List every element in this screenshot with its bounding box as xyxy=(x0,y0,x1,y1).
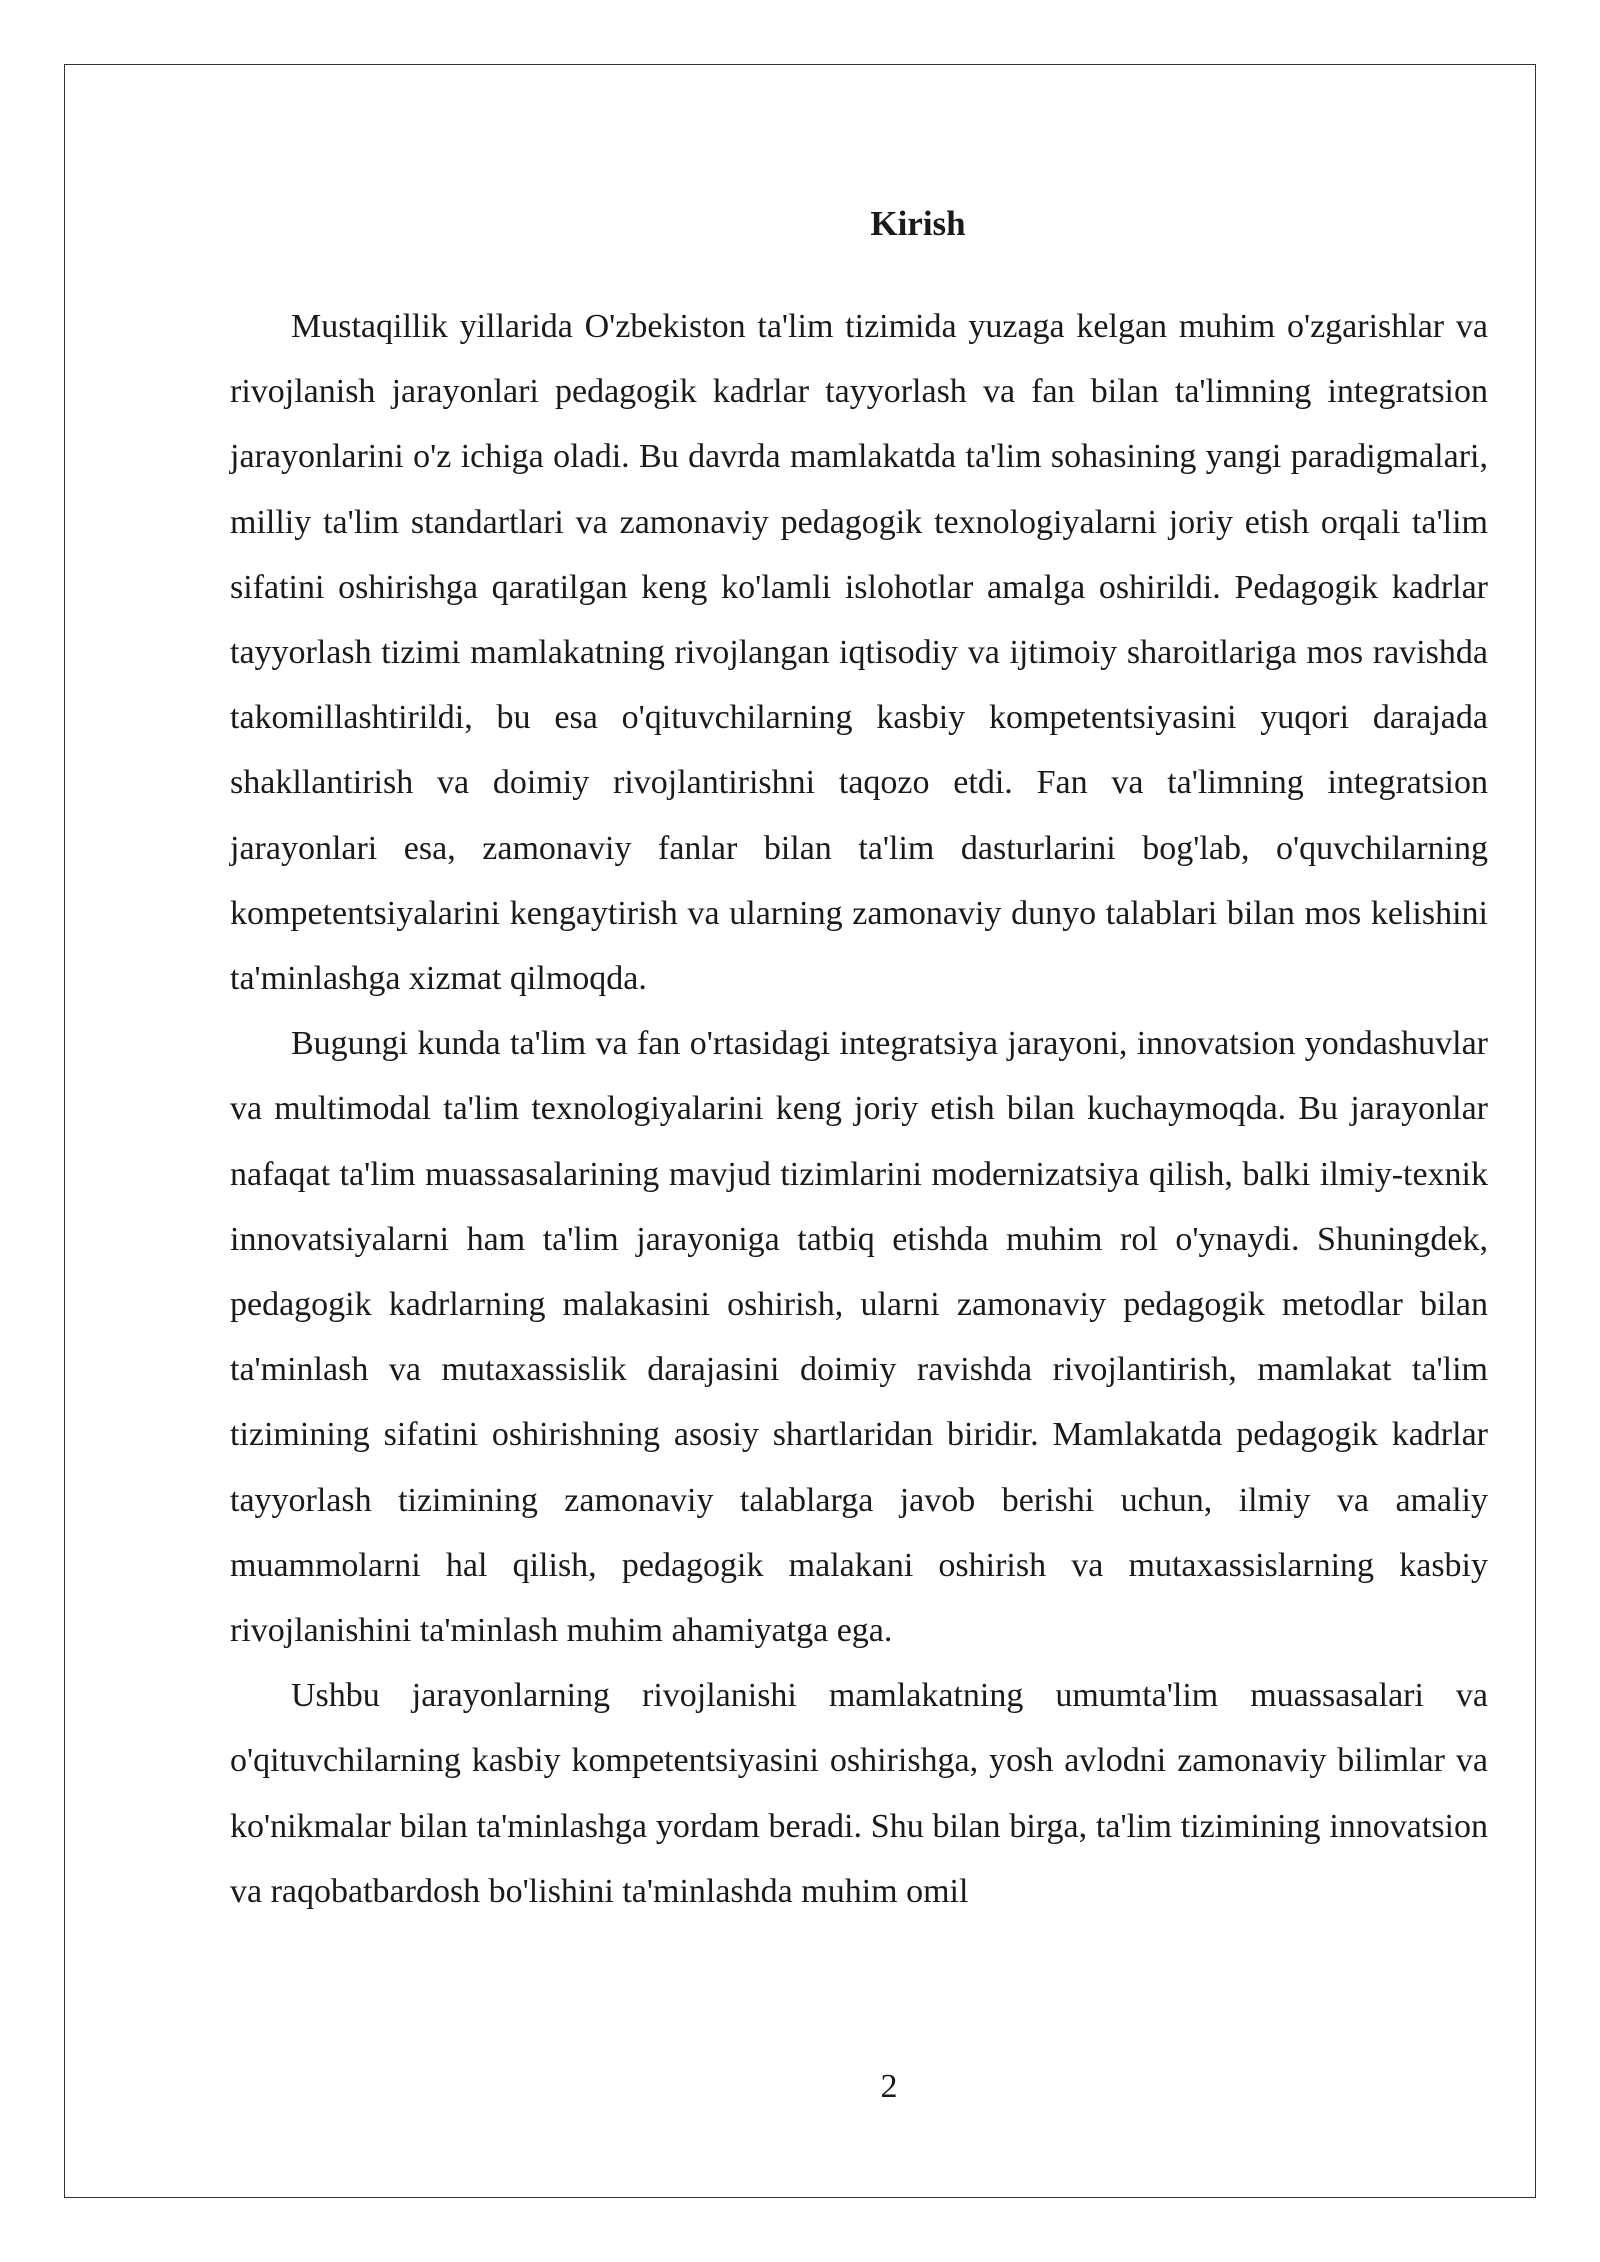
paragraph: Bugungi kunda ta'lim va fan o'rtasidagi integratsiya jarayoni, innovatsion yondashuvlar va multimodal ta'lim texnologiyalarini keng joriy etish bilan kuchaymoqda. Bu jarayonlar nafaqat ta'lim muassasalarining mavjud tizimlarini modernizatsiya qilish, balki ilmiy-texnik innovatsiyalarni ham ta'lim jarayoniga tatbiq etishda muhim rol o'ynaydi. Shuningdek, pedagogik kadrlarning malakasini oshirish, ularni zamonaviy pedagogik metodlar bilan ta'minlash va mutaxassislik darajasini doimiy ravishda rivojlantirish, mamlakat ta'lim tizimining sifatini oshirishning asosiy shartlaridan biridir. Mamlakatda pedagogik kadrlar tayyorlash tizimining zamonaviy talablarga javob berishi uchun, ilmiy va amaliy muammolarni hal qilish, pedagogik malakani oshirish va mutaxassislarning kasbiy rivojlanishini ta'minlash muhim ahamiyatga ega. xyxy=(230,1025,1488,1650)
paragraph: Ushbu jarayonlarning rivojlanishi mamlakatning umumta'lim muassasalari va o'qituvchilarning kasbiy kompetentsiyasini oshirishga, yosh avlodni zamonaviy bilimlar va ko'nikmalar bilan ta'minlashga yordam beradi. Shu bilan birga, ta'lim tizimining innovatsion va raqobatbardosh bo'lishini ta'minlashda muhim omil xyxy=(230,1677,1488,1910)
page-number: 2 xyxy=(880,2068,898,2105)
section-title: Kirish xyxy=(870,204,966,243)
paragraph: Mustaqillik yillarida O'zbekiston ta'lim tizimida yuzaga kelgan muhim o'zgarishlar va rivojlanish jarayonlari pedagogik kadrlar tayyorlash va fan bilan ta'limning integratsion jarayonlarini o'z ichiga oladi. Bu davrda mamlakatda ta'lim sohasining yangi paradigmalari, milliy ta'lim standartlari va zamonaviy pedagogik texnologiyalarni joriy etish orqali ta'lim sifatini oshirishga qaratilgan keng ko'lamli islohotlar amalga oshirildi. Pedagogik kadrlar tayyorlash tizimi mamlakatning rivojlangan iqtisodiy va ijtimoiy sharoitlariga mos ravishda takomillashtirildi, bu esa o'qituvchilarning kasbiy kompetentsiyasini yuqori darajada shakllantirish va doimiy rivojlantirishni taqozo etdi. Fan va ta'limning integratsion jarayonlari esa, zamonaviy fanlar bilan ta'lim dasturlarini bog'lab, o'quvchilarning kompetentsiyalarini kengaytirish va ularning zamonaviy dunyo talablari bilan mos kelishini ta'minlashga xizmat qilmoqda. xyxy=(230,308,1488,998)
document-body xyxy=(230,196,1488,1924)
